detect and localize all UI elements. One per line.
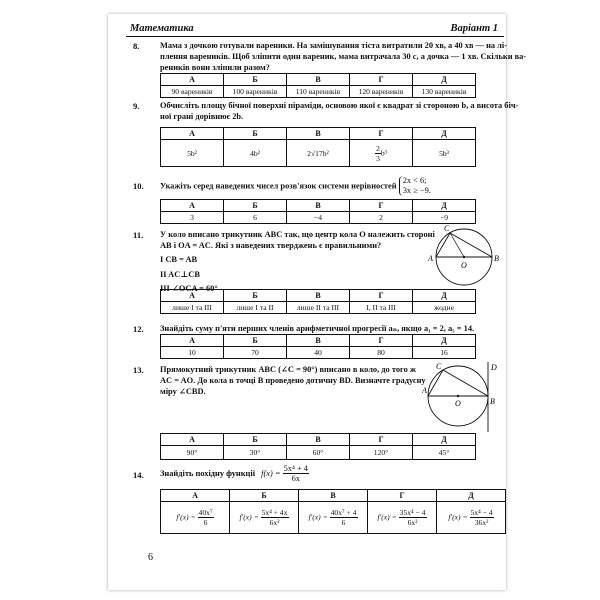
question-14-number: 14.	[133, 470, 144, 480]
svg-text:O: O	[455, 399, 461, 408]
answer-cell: 2	[350, 212, 413, 224]
question-9-text: Обчисліть площу бічної поверхні піраміди, основою якої є квадрат зі стороною b, а висота біч- ної грані дорівнює 2b.	[160, 101, 519, 122]
question-9-number: 9.	[133, 101, 140, 111]
svg-text:A: A	[428, 254, 433, 263]
answer-cell: 110 вареників	[287, 86, 350, 98]
svg-text:C: C	[436, 362, 442, 371]
question-13-number: 13.	[133, 365, 144, 375]
svg-text:A: A	[422, 386, 427, 395]
answer-cell: 120°	[350, 446, 413, 460]
question-13-answers: А Б В Г Д 90° 30° 60° 120° 45°	[160, 433, 476, 460]
svg-text:O: O	[461, 261, 467, 270]
question-8-text: Мама з дочкою готували вареники. На замішування тіста витратили 20 хв, а 40 хв — на лі- плення вареників. Щоб зліпити один вареник, мама витрачала 30 с, а дочка — 1 хв. Скільки ва- реників вони зліпили разом?	[160, 41, 527, 73]
answer-cell: 30°	[224, 446, 287, 460]
answer-cell: 3	[161, 212, 224, 224]
statement-3: III ∠OCA = 60°	[160, 283, 218, 293]
question-10-answers: А Б В Г Д 3 6 −4 2 −9	[160, 199, 476, 224]
question-11-text: У коло вписано трикутник ABC так, що центр кола O належить стороні AB і OA = AC. Які з наведених тверджень є правильними? I CB = AB II AC⊥CB III ∠OCA = 60°	[160, 230, 435, 293]
answer-cell: 4b²	[224, 140, 287, 167]
answer-cell: 100 вареників	[224, 86, 287, 98]
variant-title: Варіант 1	[450, 23, 498, 34]
subject-title: Математика	[130, 23, 194, 34]
answer-cell: лише I та II	[224, 302, 287, 314]
answer-cell: 40	[287, 347, 350, 359]
answer-cell: 45°	[413, 446, 476, 460]
svg-text:C: C	[444, 224, 450, 233]
answer-cell: f′(x) = $\frac{\text{40x⁷ + 4}}{6}$	[299, 502, 368, 534]
answer-cell: 5b²	[161, 140, 224, 167]
svg-text:D: D	[491, 363, 497, 372]
answer-cell: 90 вареників	[161, 86, 224, 98]
question-14-text: Знайдіть похідну функції f(x) = $\frac{\text{5x⁴ + 4}}{6x}$	[160, 464, 308, 483]
answer-cell: лише I та III	[161, 302, 224, 314]
answer-cell: f′(x) = $\frac{\text{5x⁴ + 4x}}{\text{6x²}}$	[230, 502, 299, 534]
question-8-number: 8.	[133, 41, 140, 51]
question-10-text: Укажіть серед наведених чисел розв'язок системи нерівностей 2x < 6; 3x ≥ −9.	[160, 176, 431, 195]
question-11-answers: А Б В Г Д лише I та III лише I та II лише II та III I, II та III жодне	[160, 289, 476, 314]
page-number: 6	[148, 552, 153, 563]
question-8-answers: А Б В Г Д 90 вареників 100 вареників 110 вареників 120 вареників 130 вареників	[160, 73, 476, 98]
answer-cell: 10	[161, 347, 224, 359]
question-12-number: 12.	[133, 324, 144, 334]
answer-cell: 120 вареників	[350, 86, 413, 98]
svg-text:B: B	[494, 254, 499, 263]
answer-cell: −4	[287, 212, 350, 224]
answer-cell: $\frac{2}{3}$ b³	[350, 140, 413, 167]
inscribed-triangle-tangent-figure	[422, 360, 506, 434]
answer-cell: 70	[224, 347, 287, 359]
svg-text:B: B	[490, 397, 495, 406]
answer-cell: 6	[224, 212, 287, 224]
answer-cell: 90°	[161, 446, 224, 460]
question-11-number: 11.	[133, 230, 144, 240]
statement-1: I CB = AB	[160, 255, 198, 265]
question-14-answers: А Б В Г Д f′(x) = $\frac{\text{40x⁷}}{6}$ f′(x) = $\frac{\text{5x⁴ + 4x}}{\text{6x²}}$ f′(x) = $\frac{\text{40x⁷ + 4}}{6}$ f′(x) = $\frac{\text{35x⁴ − 4}}{\text{6x²}}$ f′(x) = $\frac{\text{5x⁴ − 4}}{\text{36x²}}$	[160, 489, 506, 534]
answer-cell: 80	[350, 347, 413, 359]
answer-cell: жодне	[413, 302, 476, 314]
circle-triangle-figure	[424, 224, 504, 290]
inequality-system: 2x < 6; 3x ≥ −9.	[399, 176, 431, 196]
question-9-answers: А Б В Г Д 5b² 4b² 2√17b² $\frac{2}{3}$ b³ 5b³	[160, 127, 476, 167]
answer-cell: 16	[413, 347, 476, 359]
answer-cell: 5b³	[413, 140, 476, 167]
question-12-answers: А Б В Г Д 10 70 40 80 16	[160, 334, 476, 359]
answer-cell: I, II та III	[350, 302, 413, 314]
answer-cell: 130 вареників	[413, 86, 476, 98]
answer-cell: 2√17b²	[287, 140, 350, 167]
answer-cell: f′(x) = $\frac{\text{40x⁷}}{6}$	[161, 502, 230, 534]
answer-cell: f′(x) = $\frac{\text{35x⁴ − 4}}{\text{6x²}}$	[368, 502, 437, 534]
answer-cell: f′(x) = $\frac{\text{5x⁴ − 4}}{\text{36x²}}$	[437, 502, 506, 534]
page-header	[126, 22, 504, 37]
question-10-number: 10.	[133, 181, 144, 191]
answer-cell: 60°	[287, 446, 350, 460]
question-12-text: Знайдіть суму п'яти перших членів арифметичної прогресії aₙ, якщо a₁ = 2, a₅ = 14.	[160, 324, 475, 333]
question-13-text: Прямокутний трикутник ABC (∠C = 90°) вписано в коло, до того ж AC = AO. До кола в точці B проведено дотичну BD. Визначте градусну міру ∠CBD.	[160, 365, 426, 397]
answer-cell: −9	[413, 212, 476, 224]
answer-cell: лише II та III	[287, 302, 350, 314]
statement-2: II AC⊥CB	[160, 269, 200, 279]
